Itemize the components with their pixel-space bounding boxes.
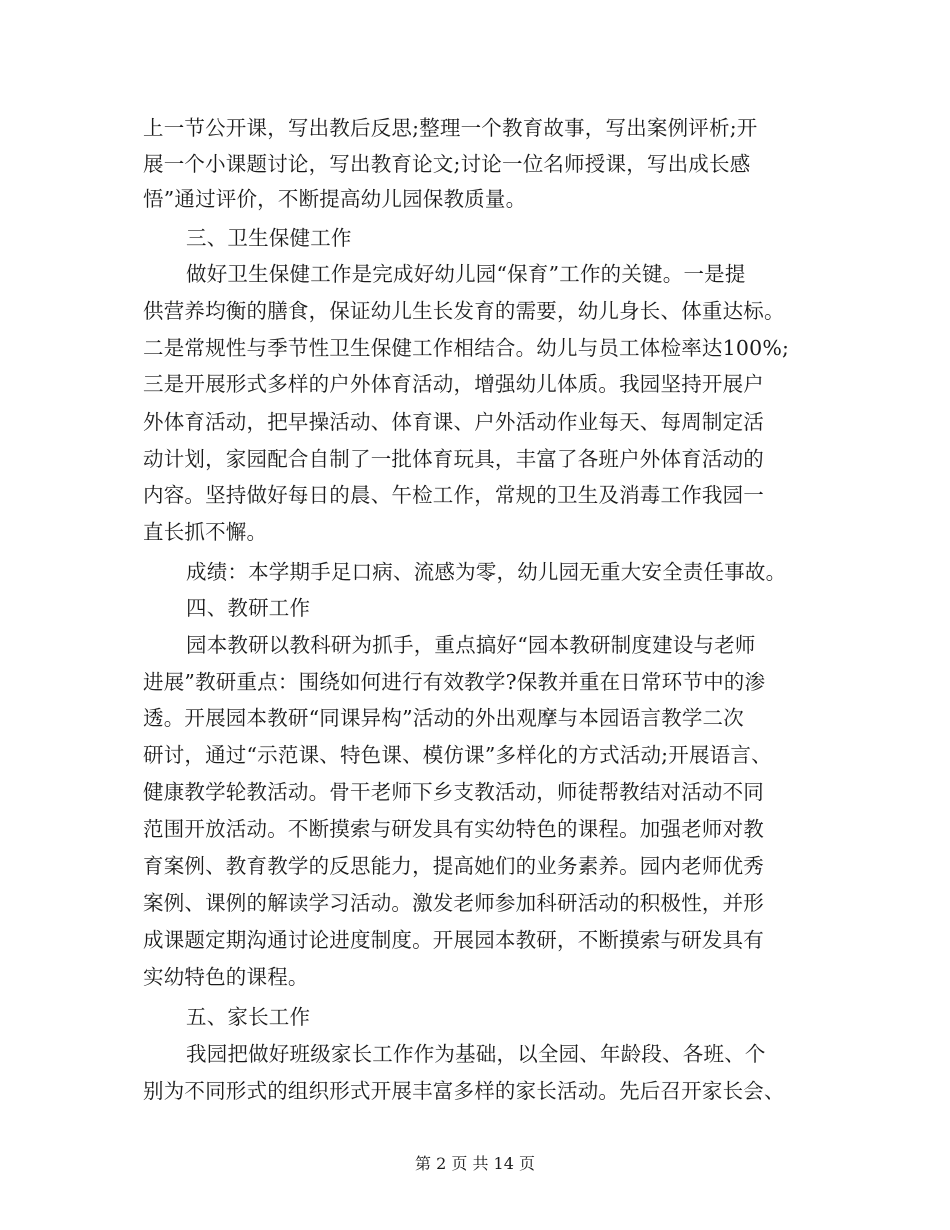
paragraph-start: 我园把做好班级家长工作作为基础，以全园、年龄段、各班、个 bbox=[186, 1042, 766, 1066]
text-line: 动计划，家园配合自制了一批体育玩具，丰富了各班户外体育活动的 bbox=[143, 447, 764, 471]
text-line: 健康教学轮教活动。骨干老师下乡支教活动，师徒帮教结对活动不同 bbox=[143, 780, 764, 804]
text-line: 研讨，通过“示范课、特色课、模仿课”多样化的方式活动;开展语言、 bbox=[143, 743, 772, 767]
page-number-footer: 第 2 页 共 14 页 bbox=[415, 1154, 535, 1173]
text-line: 展一个小课题讨论，写出教育论文;讨论一位名师授课，写出成长感 bbox=[143, 152, 751, 176]
text-line: 案例、课例的解读学习活动。激发老师参加科研活动的积极性，并形 bbox=[143, 891, 764, 915]
section-heading-hygiene: 三、卫生保健工作 bbox=[186, 226, 352, 250]
text-line: 悟”通过评价，不断提高幼儿园保教质量。 bbox=[143, 187, 527, 211]
section-heading-research: 四、教研工作 bbox=[186, 596, 311, 620]
text-line: 供营养均衡的膳食，保证幼儿生长发育的需要，幼儿身长、体重达标。 bbox=[143, 299, 785, 323]
paragraph-start: 做好卫生保健工作是完成好幼儿园“保育”工作的关键。一是提 bbox=[186, 262, 746, 286]
text-line: 直长抓不懈。 bbox=[143, 520, 268, 544]
text-line: 成课题定期沟通讨论进度制度。开展园本教研，不断摸索与研发具有 bbox=[143, 928, 764, 952]
text-line: 范围开放活动。不断摸索与研发具有实幼特色的课程。加强老师对教 bbox=[143, 817, 764, 841]
text-line: 育案例、教育教学的反思能力，提高她们的业务素养。园内老师优秀 bbox=[143, 854, 764, 878]
text-line: 二是常规性与季节性卫生保健工作相结合。幼儿与员工体检率达100%; bbox=[143, 336, 790, 360]
text-line: 外体育活动，把早操活动、体育课、户外活动作业每天、每周制定活 bbox=[143, 410, 764, 434]
text-line: 进展”教研重点：围绕如何进行有效教学?保教并重在日常环节中的渗 bbox=[143, 670, 766, 694]
paragraph-start: 成绩：本学期手足口病、流感为零，幼儿园无重大安全责任事故。 bbox=[186, 560, 787, 584]
text-line: 三是开展形式多样的户外体育活动，增强幼儿体质。我园坚持开展户 bbox=[143, 372, 764, 396]
text-line: 内容。坚持做好每日的晨、午检工作，常规的卫生及消毒工作我园一 bbox=[143, 483, 764, 507]
text-line: 别为不同形式的组织形式开展丰富多样的家长活动。先后召开家长会、 bbox=[143, 1079, 785, 1103]
text-line: 透。开展园本教研“同课异构”活动的外出观摩与本园语言教学二次 bbox=[143, 706, 744, 730]
text-line: 上一节公开课，写出教后反思;整理一个教育故事，写出案例评析;开 bbox=[143, 116, 758, 140]
section-heading-parents: 五、家长工作 bbox=[186, 1005, 311, 1029]
text-line: 实幼特色的课程。 bbox=[143, 965, 309, 989]
paragraph-start: 园本教研以教科研为抓手，重点搞好“园本教研制度建设与老师 bbox=[186, 633, 756, 657]
